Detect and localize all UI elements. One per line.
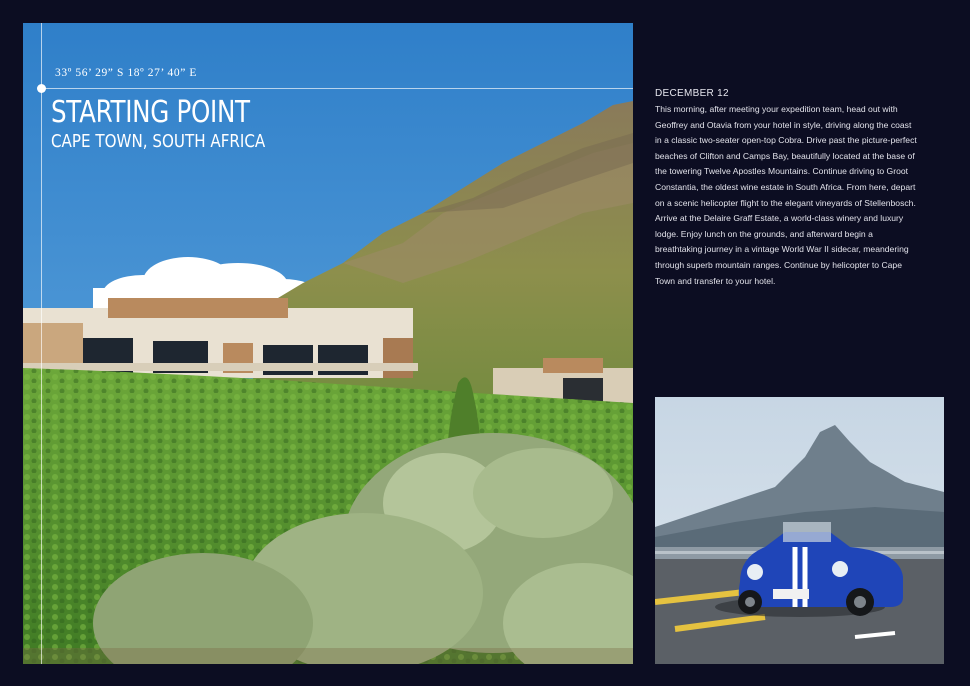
page-subtitle: CAPE TOWN, SOUTH AFRICA — [51, 131, 266, 152]
lodge-building — [23, 298, 418, 378]
itinerary-body: This morning, after meeting your expedition team, head out with Geoffrey and Otavia from your hotel in style, driving along the coast in a classic two-seater open-top Cobra. Drive past the picture-perfect beaches of Clifton and Camps Bay, beautifully located at the base of the towering Twelve Apostles Mountains. Continue driving to Groot Constantia, the oldest wine estate in South Africa. From here, depart on a scenic helicopter flight to the elegant vineyards of Stellenbosch. Arrive at the Delaire Graff Estate, a world-class winery and luxury lodge. Enjoy lunch on the grounds, and afterward begin a breathtaking journey in a vintage World War II sidecar, meandering through superb mountain ranges. Continue by helicopter to Cape Town and transfer to your hotel. — [655, 104, 917, 286]
gps-coordinates: 33º 56’ 29” S 18º 27’ 40” E — [55, 67, 198, 79]
cobra-car-photo — [655, 397, 944, 664]
itinerary-date: DECEMBER 12 — [655, 88, 729, 99]
guide-marker-dot — [37, 84, 46, 93]
page-title: STARTING POINT — [51, 95, 250, 130]
guide-line-horizontal — [41, 88, 633, 89]
cobra-car-illustration — [655, 397, 944, 664]
guide-line-vertical — [41, 23, 42, 664]
